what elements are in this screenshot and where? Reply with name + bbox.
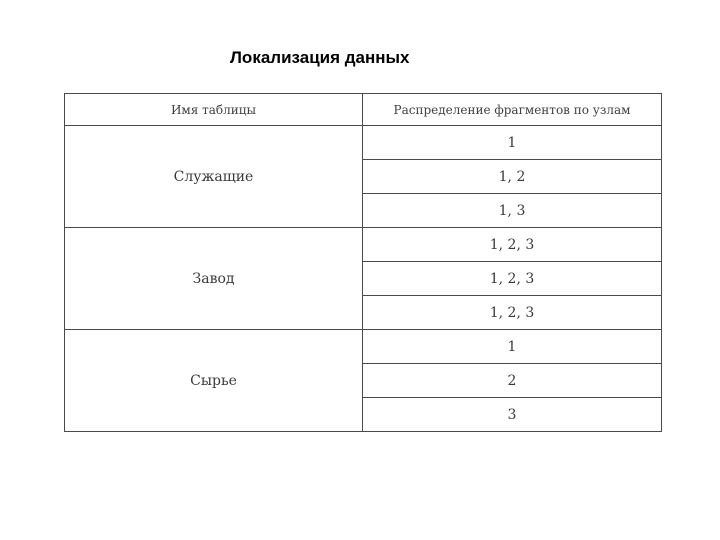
node-cell: 1, 2, 3 — [363, 262, 662, 296]
node-cell: 1, 2 — [363, 160, 662, 194]
header-fragment-distribution: Распределение фрагментов по узлам — [363, 94, 662, 126]
table-name-cell: Завод — [65, 228, 363, 330]
table-row — [65, 228, 662, 262]
page-title: Локализация данных — [230, 48, 410, 67]
table-name-cell: Сырье — [65, 330, 363, 432]
node-cell: 3 — [363, 398, 662, 432]
table-name-cell: Служащие — [65, 126, 363, 228]
node-cell: 1, 2, 3 — [363, 296, 662, 330]
node-cell: 1, 2, 3 — [363, 228, 662, 262]
node-cell: 2 — [363, 364, 662, 398]
fragment-distribution-table — [64, 93, 662, 432]
header-table-name: Имя таблицы — [65, 94, 363, 126]
table-row — [65, 330, 662, 364]
table-row — [65, 126, 662, 160]
node-cell: 1 — [363, 330, 662, 364]
node-cell: 1, 3 — [363, 194, 662, 228]
node-cell: 1 — [363, 126, 662, 160]
table-header-row — [65, 94, 662, 126]
